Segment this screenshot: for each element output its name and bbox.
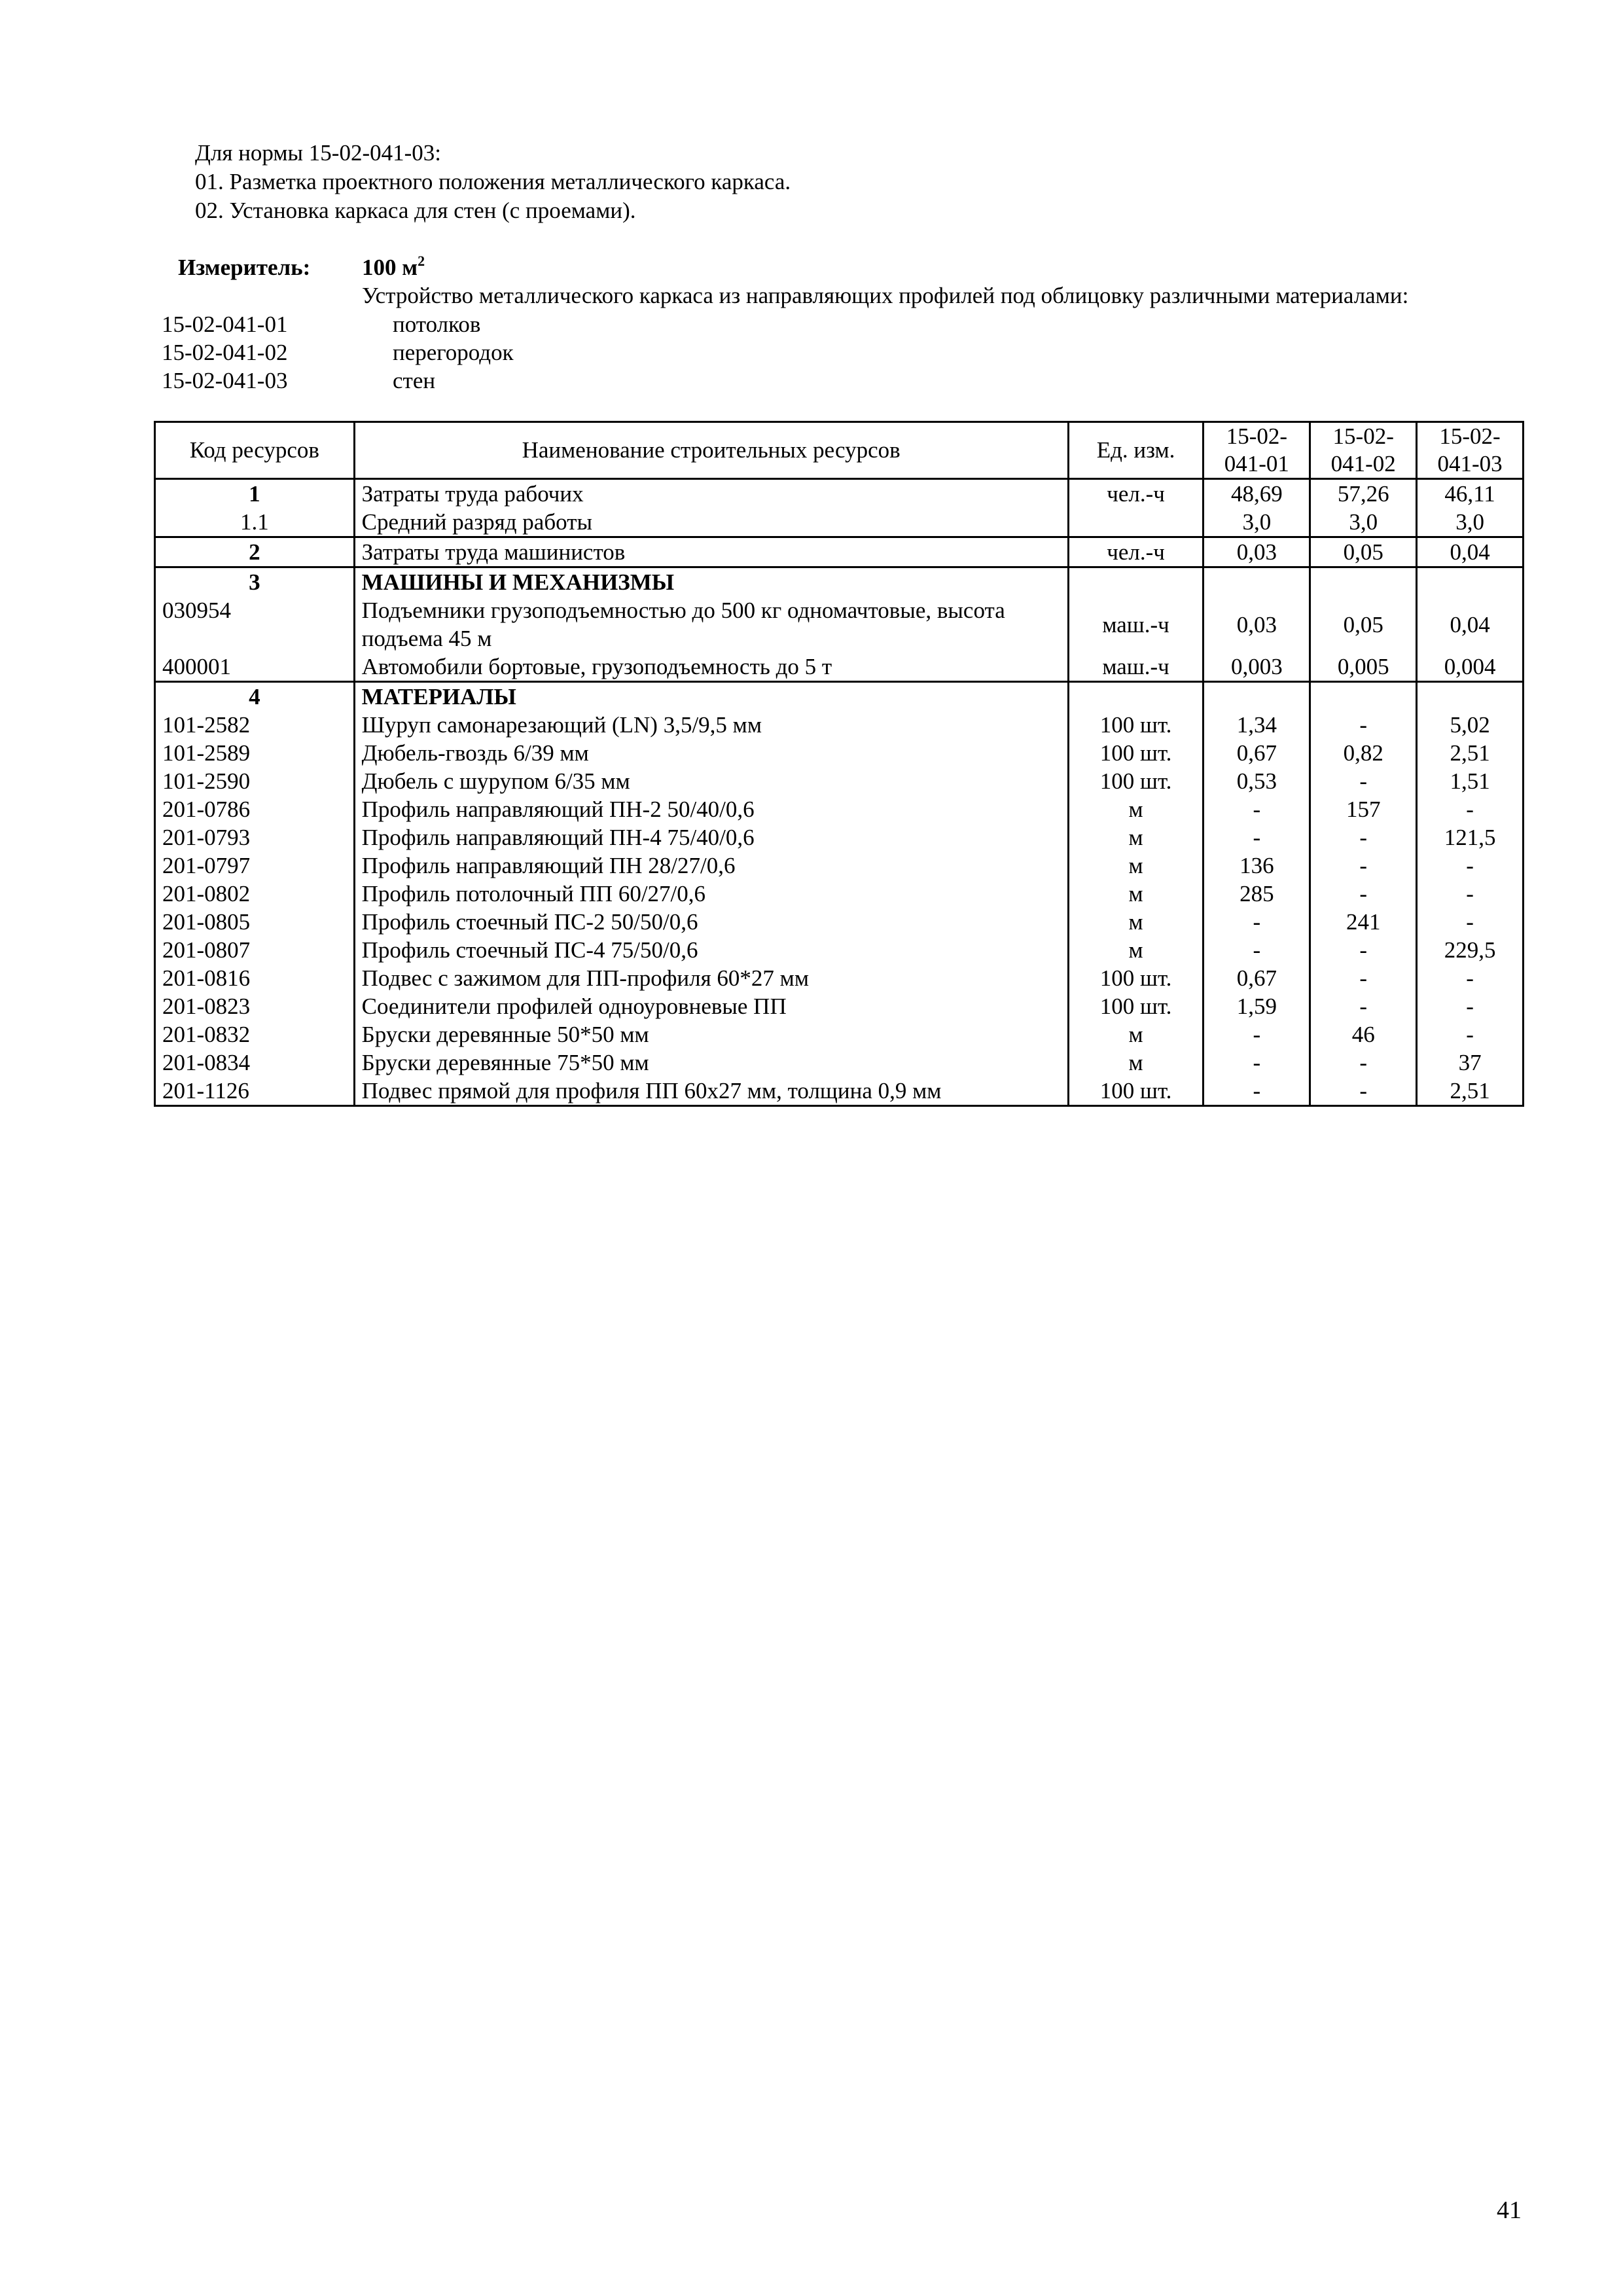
row-value-3: - — [1417, 908, 1524, 936]
row-value-3: - — [1417, 1020, 1524, 1049]
norm-name-3: стен — [393, 368, 436, 393]
row-value-1: 0,67 — [1204, 964, 1310, 992]
row-name: Бруски деревянные 50*50 мм — [354, 1020, 1068, 1049]
row-value-3 — [1417, 682, 1524, 711]
row-name: Подъемники грузоподъемностью до 500 кг одномачтовые, высота подъема 45 м — [354, 596, 1068, 653]
row-unit: 100 шт. — [1068, 711, 1204, 739]
row-code: 030954 — [155, 596, 355, 653]
table-row — [155, 1077, 1524, 1106]
row-code: 3 — [155, 567, 355, 597]
row-value-2: - — [1310, 1049, 1417, 1077]
row-name: Профиль направляющий ПН-2 50/40/0,6 — [354, 795, 1068, 823]
row-code: 201-0832 — [155, 1020, 355, 1049]
row-value-3: 3,0 — [1417, 508, 1524, 537]
table-row — [155, 537, 1524, 567]
row-code: 201-0807 — [155, 936, 355, 964]
row-name: Бруски деревянные 75*50 мм — [354, 1049, 1068, 1077]
row-value-2: 46 — [1310, 1020, 1417, 1049]
row-value-2: 241 — [1310, 908, 1417, 936]
table-row — [155, 823, 1524, 852]
row-value-1: 136 — [1204, 852, 1310, 880]
table-row — [155, 795, 1524, 823]
row-value-1: 3,0 — [1204, 508, 1310, 537]
row-value-1: 0,67 — [1204, 739, 1310, 767]
row-code: 201-1126 — [155, 1077, 355, 1106]
table-row — [155, 508, 1524, 537]
norm-name-2: перегородок — [393, 340, 514, 365]
row-name: Подвес с зажимом для ПП-профиля 60*27 мм — [354, 964, 1068, 992]
row-name: Профиль потолочный ПП 60/27/0,6 — [354, 880, 1068, 908]
row-value-1: - — [1204, 1049, 1310, 1077]
row-value-1 — [1204, 682, 1310, 711]
row-name: Подвес прямой для профиля ПП 60x27 мм, толщина 0,9 мм — [354, 1077, 1068, 1106]
row-value-1: 1,59 — [1204, 992, 1310, 1020]
row-name: Дюбель с шурупом 6/35 мм — [354, 767, 1068, 795]
row-value-3: 2,51 — [1417, 739, 1524, 767]
norm-name-1: потолков — [393, 312, 481, 337]
table-row — [155, 739, 1524, 767]
row-value-3 — [1417, 567, 1524, 597]
row-unit — [1068, 567, 1204, 597]
row-value-2 — [1310, 682, 1417, 711]
row-code: 1 — [155, 479, 355, 509]
row-name: Профиль направляющий ПН-4 75/40/0,6 — [354, 823, 1068, 852]
header-norm-1: 15-02- 041-01 — [1204, 422, 1310, 479]
row-value-2: - — [1310, 964, 1417, 992]
table-row — [155, 767, 1524, 795]
row-code: 2 — [155, 537, 355, 567]
row-unit: м — [1068, 852, 1204, 880]
row-unit: 100 шт. — [1068, 964, 1204, 992]
row-value-3: 2,51 — [1417, 1077, 1524, 1106]
row-value-1: 0,003 — [1204, 653, 1310, 682]
meter-label: Измеритель: — [178, 255, 311, 280]
table-header-row — [155, 422, 1524, 479]
row-unit — [1068, 682, 1204, 711]
row-code: 201-0805 — [155, 908, 355, 936]
row-name: Средний разряд работы — [354, 508, 1068, 537]
header-name: Наименование строительных ресурсов — [354, 422, 1068, 479]
row-value-2: - — [1310, 823, 1417, 852]
norm-code-2: 15-02-041-02 — [162, 340, 288, 365]
row-code: 201-0786 — [155, 795, 355, 823]
row-value-1: - — [1204, 1077, 1310, 1106]
row-value-3: 0,04 — [1417, 537, 1524, 567]
row-value-3: - — [1417, 992, 1524, 1020]
meter-value: 100 $м^2$ — [362, 253, 425, 280]
table-row — [155, 1020, 1524, 1049]
row-unit: м — [1068, 1049, 1204, 1077]
row-unit: чел.-ч — [1068, 537, 1204, 567]
table-row — [155, 567, 1524, 597]
header-norm-3: 15-02- 041-03 — [1417, 422, 1524, 479]
row-unit: м — [1068, 936, 1204, 964]
intro-line-1: Для нормы 15-02-041-03: — [195, 140, 441, 166]
table-row — [155, 964, 1524, 992]
row-code: 1.1 — [155, 508, 355, 537]
row-name: Автомобили бортовые, грузоподъемность до 5 т — [354, 653, 1068, 682]
row-name: Профиль стоечный ПС-4 75/50/0,6 — [354, 936, 1068, 964]
row-value-2: - — [1310, 1077, 1417, 1106]
table-row — [155, 682, 1524, 711]
row-value-2: - — [1310, 852, 1417, 880]
row-value-3: - — [1417, 880, 1524, 908]
row-value-3: 229,5 — [1417, 936, 1524, 964]
row-unit: 100 шт. — [1068, 767, 1204, 795]
table-row — [155, 936, 1524, 964]
row-value-2: 57,26 — [1310, 479, 1417, 509]
row-value-2: - — [1310, 711, 1417, 739]
row-value-3: 1,51 — [1417, 767, 1524, 795]
row-value-3: 121,5 — [1417, 823, 1524, 852]
row-unit: м — [1068, 908, 1204, 936]
row-value-1: - — [1204, 936, 1310, 964]
row-value-1: - — [1204, 795, 1310, 823]
row-name: Профиль направляющий ПН 28/27/0,6 — [354, 852, 1068, 880]
row-name: Соединители профилей одноуровневые ПП — [354, 992, 1068, 1020]
row-value-3: 0,004 — [1417, 653, 1524, 682]
table-row — [155, 908, 1524, 936]
row-value-1: 0,03 — [1204, 596, 1310, 653]
row-value-1: - — [1204, 823, 1310, 852]
row-unit: м — [1068, 823, 1204, 852]
row-unit — [1068, 508, 1204, 537]
row-value-3: 5,02 — [1417, 711, 1524, 739]
row-value-2: 0,05 — [1310, 596, 1417, 653]
row-unit: 100 шт. — [1068, 992, 1204, 1020]
row-code: 400001 — [155, 653, 355, 682]
row-value-1 — [1204, 567, 1310, 597]
table-row — [155, 852, 1524, 880]
row-value-2: - — [1310, 880, 1417, 908]
row-unit: м — [1068, 1020, 1204, 1049]
row-value-3: - — [1417, 964, 1524, 992]
row-unit: 100 шт. — [1068, 739, 1204, 767]
table-row — [155, 1049, 1524, 1077]
row-name: Затраты труда рабочих — [354, 479, 1068, 509]
row-code: 201-0797 — [155, 852, 355, 880]
table-row — [155, 479, 1524, 509]
row-unit: м — [1068, 795, 1204, 823]
resources-table — [154, 421, 1524, 1107]
row-code: 101-2582 — [155, 711, 355, 739]
page-number: 41 — [1497, 2197, 1522, 2224]
row-value-2: 0,82 — [1310, 739, 1417, 767]
row-value-3: 0,04 — [1417, 596, 1524, 653]
row-value-2: 157 — [1310, 795, 1417, 823]
table-row — [155, 880, 1524, 908]
row-value-2 — [1310, 567, 1417, 597]
row-code: 4 — [155, 682, 355, 711]
row-name: МАШИНЫ И МЕХАНИЗМЫ — [354, 567, 1068, 597]
row-code: 101-2589 — [155, 739, 355, 767]
row-value-3: - — [1417, 795, 1524, 823]
row-value-2: 0,05 — [1310, 537, 1417, 567]
header-norm-2: 15-02- 041-02 — [1310, 422, 1417, 479]
header-unit: Ед. изм. — [1068, 422, 1204, 479]
row-name: Затраты труда машинистов — [354, 537, 1068, 567]
row-value-3: - — [1417, 852, 1524, 880]
intro-line-3: 02. Установка каркаса для стен (с проемами). — [195, 198, 636, 223]
row-value-3: 37 — [1417, 1049, 1524, 1077]
row-name: Профиль стоечный ПС-2 50/50/0,6 — [354, 908, 1068, 936]
row-value-3: 46,11 — [1417, 479, 1524, 509]
row-name: МАТЕРИАЛЫ — [354, 682, 1068, 711]
row-value-1: 1,34 — [1204, 711, 1310, 739]
row-unit: маш.-ч — [1068, 596, 1204, 653]
table-row — [155, 711, 1524, 739]
table-row — [155, 596, 1524, 653]
row-value-1: 0,53 — [1204, 767, 1310, 795]
row-unit: чел.-ч — [1068, 479, 1204, 509]
row-name: Дюбель-гвоздь 6/39 мм — [354, 739, 1068, 767]
row-unit: м — [1068, 880, 1204, 908]
header-code: Код ресурсов — [155, 422, 355, 479]
row-value-2: - — [1310, 767, 1417, 795]
row-value-1: 285 — [1204, 880, 1310, 908]
row-unit: 100 шт. — [1068, 1077, 1204, 1106]
row-name: Шуруп самонарезающий (LN) 3,5/9,5 мм — [354, 711, 1068, 739]
row-code: 201-0793 — [155, 823, 355, 852]
row-code: 201-0816 — [155, 964, 355, 992]
intro-line-2: 01. Разметка проектного положения металлического каркаса. — [195, 169, 791, 194]
row-value-2: 3,0 — [1310, 508, 1417, 537]
meter-description: Устройство металлического каркаса из направляющих профилей под облицовку различными материалами: — [362, 283, 1409, 308]
row-value-1: 0,03 — [1204, 537, 1310, 567]
row-value-1: 48,69 — [1204, 479, 1310, 509]
row-value-2: - — [1310, 992, 1417, 1020]
row-value-1: - — [1204, 1020, 1310, 1049]
row-value-2: 0,005 — [1310, 653, 1417, 682]
norm-code-1: 15-02-041-01 — [162, 312, 288, 337]
row-unit: маш.-ч — [1068, 653, 1204, 682]
row-value-1: - — [1204, 908, 1310, 936]
table-row — [155, 653, 1524, 682]
row-value-2: - — [1310, 936, 1417, 964]
table-row — [155, 992, 1524, 1020]
norm-code-3: 15-02-041-03 — [162, 368, 288, 393]
row-code: 201-0802 — [155, 880, 355, 908]
row-code: 101-2590 — [155, 767, 355, 795]
row-code: 201-0834 — [155, 1049, 355, 1077]
row-code: 201-0823 — [155, 992, 355, 1020]
